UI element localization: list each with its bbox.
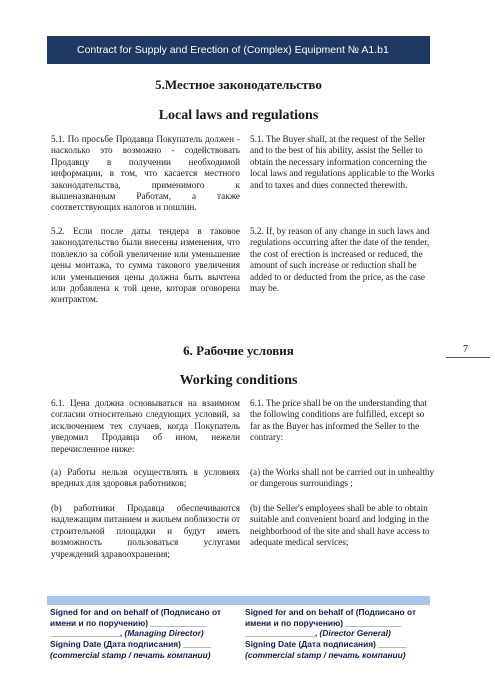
signature-right-line3: [245, 628, 416, 639]
signature-block-left: [50, 607, 221, 661]
section-5-title-ru: 5.Местное законодательство: [155, 77, 322, 92]
signature-right-line1: Signed for and on behalf of (Подписано от: [245, 607, 416, 617]
signature-right-line2: имени и по поручению) ____________: [245, 617, 402, 628]
clause-6-1-a-ru: (а) Работы нельзя осуществлять в условиях вредных для здоровья работников;: [51, 467, 240, 489]
section-6-title-en: Working conditions: [179, 373, 298, 388]
clause-6-1-b-en: (b) the Seller's employees shall be able to obtain suitable and convenient board and lodging in the neighborhood of the site and shall have access to adequate medical services;: [250, 503, 430, 548]
signature-right-role: (Director General): [319, 628, 391, 639]
clause-5-1-en: 5.1. The Buyer shall, at the request of the Seller and to the best of his ability, assist the Seller to obtain the necessary information concerning the local laws and regulations applicable to the Works and to taxes and dues connected therewith.: [250, 134, 435, 190]
document-title: Contract for Supply and Erection of (Complex) Equipment № A1.b1: [77, 44, 389, 56]
page-number: 7: [463, 344, 468, 355]
signature-left-role: (Managing Director): [124, 628, 204, 639]
signature-right-stamp: (commercial stamp / печать компании): [245, 649, 406, 660]
page-number-rule: [446, 357, 490, 358]
clause-6-1-b-ru: (b) работники Продавца обеспечиваются надлежащим питанием и жильем поблизости от строительной площадки и будут иметь возможность пользоваться услугами учреждений здравоохранения;: [51, 503, 240, 559]
signature-left-line3: [50, 628, 221, 639]
clause-5-2-en: 5.2. If, by reason of any change in such laws and regulations occurring after the date of the tender, the cost of erection is increased or reduced, the amount of such increase or reduction shall be added to or deducted from the price, as the case may be.: [250, 226, 430, 294]
section-5-title-en: Local laws and regulations: [158, 108, 319, 123]
clause-6-1-en: 6.1. The price shall be on the understanding that the following conditions are fulfilled, except so far as the Buyer has informed the Seller to the contrary:: [250, 398, 427, 443]
clause-5-1-ru: 5.1. По просьбе Продавца Покупатель должен - насколько это возможно - содействовать Продавцу в получении необходимой информации, в том, что касается местного законодательства, применимого к вышеназванным Работам, а также соответствующих налогов и пошлин.: [51, 134, 240, 213]
clause-5-2-ru: 5.2. Если после даты тендера в таковое законодательство были внесены изменения, что повлекло за собой увеличение или уменьшение цены монтажа, то сумма такового увеличения или уменьшения цены должна быть вычтена или добавлена к той цене, которая оговорена контрактом.: [51, 226, 240, 305]
signature-right-blank: _______________,: [245, 628, 320, 639]
footer-bar: [47, 596, 430, 605]
document-header: [47, 36, 430, 64]
clause-6-1-ru: 6.1. Цена должна основываться на взаимном согласии относительно следующих условий, за исключением тех случаев, когда Покупатель уведомил Продавца об ином, нежели перечисленное ниже:: [51, 398, 240, 454]
signature-left-date: Signing Date (Дата подписания) ______: [50, 639, 212, 650]
clause-6-1-a-en: (a) the Works shall not be carried out in unhealthy or dangerous surroundings ;: [250, 467, 435, 489]
signature-left-line1: Signed for and on behalf of (Подписано от: [50, 607, 221, 617]
signature-left-stamp: (commercial stamp / печать компании): [50, 649, 211, 660]
signature-left-line2: имени и по поручению) ____________: [50, 617, 207, 628]
section-6-title-ru: 6. Рабочие условия: [183, 343, 294, 358]
signature-right-date: Signing Date (Дата подписания) ______: [245, 639, 407, 650]
signature-block-right: [245, 607, 416, 661]
signature-left-blank: _______________,: [50, 628, 125, 639]
